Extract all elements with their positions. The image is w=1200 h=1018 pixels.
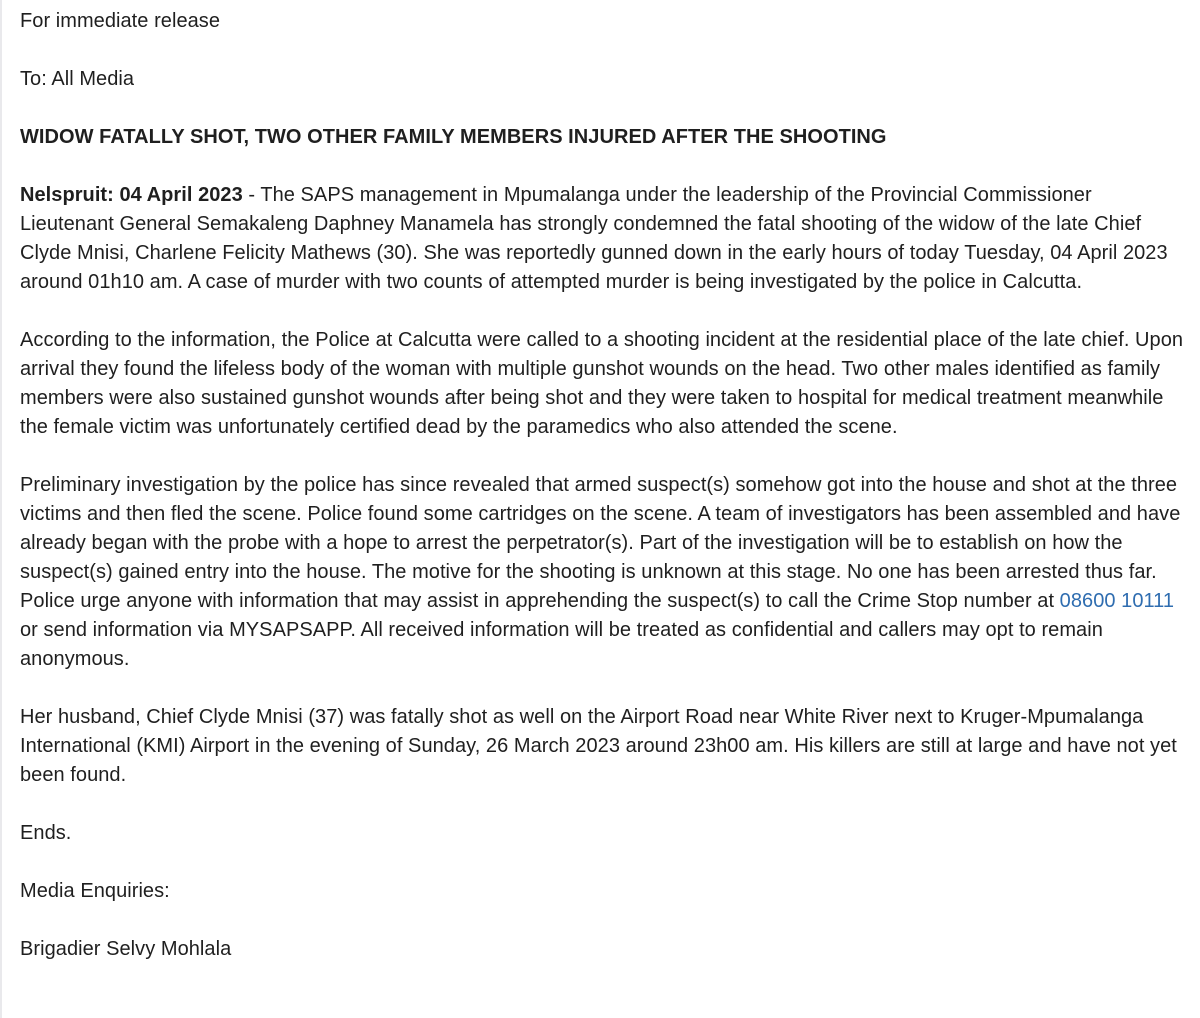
ends-line: Ends. <box>20 822 72 844</box>
crime-stop-phone-link[interactable]: 08600 10111 <box>1059 590 1175 612</box>
headline-text: WIDOW FATALLY SHOT, TWO OTHER FAMILY MEMBERS INJURED AFTER THE SHOOTING <box>20 126 887 148</box>
investigation-text-before: Preliminary investigation by the police has since revealed that armed suspect(s) somehow got into the house and shot at the three victims and then fled the scene. Police found some cartridges on the scene. A team of investigators has been assembled and have already began with the probe with a hope to arrest the perpetrator(s). Part of the investigation will be to establish on how the suspect(s) gained entry into the house. The motive for the shooting is unknown at this stage. No one has been arrested thus far. Police urge anyone with information that may assist in apprehending the suspect(s) to call the Crime Stop number at <box>20 474 1181 612</box>
release-type: For immediate release <box>20 10 221 32</box>
paragraph-husband: Her husband, Chief Clyde Mnisi (37) was fatally shot as well on the Airport Road near White River next to Kruger-Mpumalanga International (KMI) Airport in the evening of Sunday, 26 March 2023 around 23h00 am. His killers are still at large and have not yet been found. <box>20 706 1177 786</box>
contact-name: Brigadier Selvy Mohlala <box>20 938 232 960</box>
dateline: Nelspruit: 04 April 2023 <box>20 184 243 206</box>
paragraph-intro <box>20 181 1190 297</box>
investigation-text-after: or send information via MYSAPSAPP. All received information will be treated as confidential and callers may opt to remain anonymous. <box>20 619 1103 670</box>
recipients-line: To: All Media <box>20 68 135 90</box>
paragraph-investigation <box>20 471 1190 674</box>
media-enquiries-label: Media Enquiries: <box>20 880 170 902</box>
headline <box>20 123 1190 152</box>
paragraph-incident: According to the information, the Police at Calcutta were called to a shooting incident at the residential place of the late chief. Upon arrival they found the lifeless body of the woman with multiple gunshot wounds on the head. Two other males identified as family members were also sustained gunshot wounds after being shot and they were taken to hospital for medical treatment meanwhile the female victim was unfortunately certified dead by the paramedics who also attended the scene. <box>20 329 1184 438</box>
intro-text: - The SAPS management in Mpumalanga under the leadership of the Provincial Commissioner Lieutenant General Semakaleng Daphney Manamela has strongly condemned the fatal shooting of the widow of the late Chief Clyde Mnisi, Charlene Felicity Mathews (30). She was reportedly gunned down in the early hours of today Tuesday, 04 April 2023 around 01h10 am. A case of murder with two counts of attempted murder is being investigated by the police in Calcutta. <box>20 184 1168 293</box>
press-release-body <box>20 7 1190 993</box>
